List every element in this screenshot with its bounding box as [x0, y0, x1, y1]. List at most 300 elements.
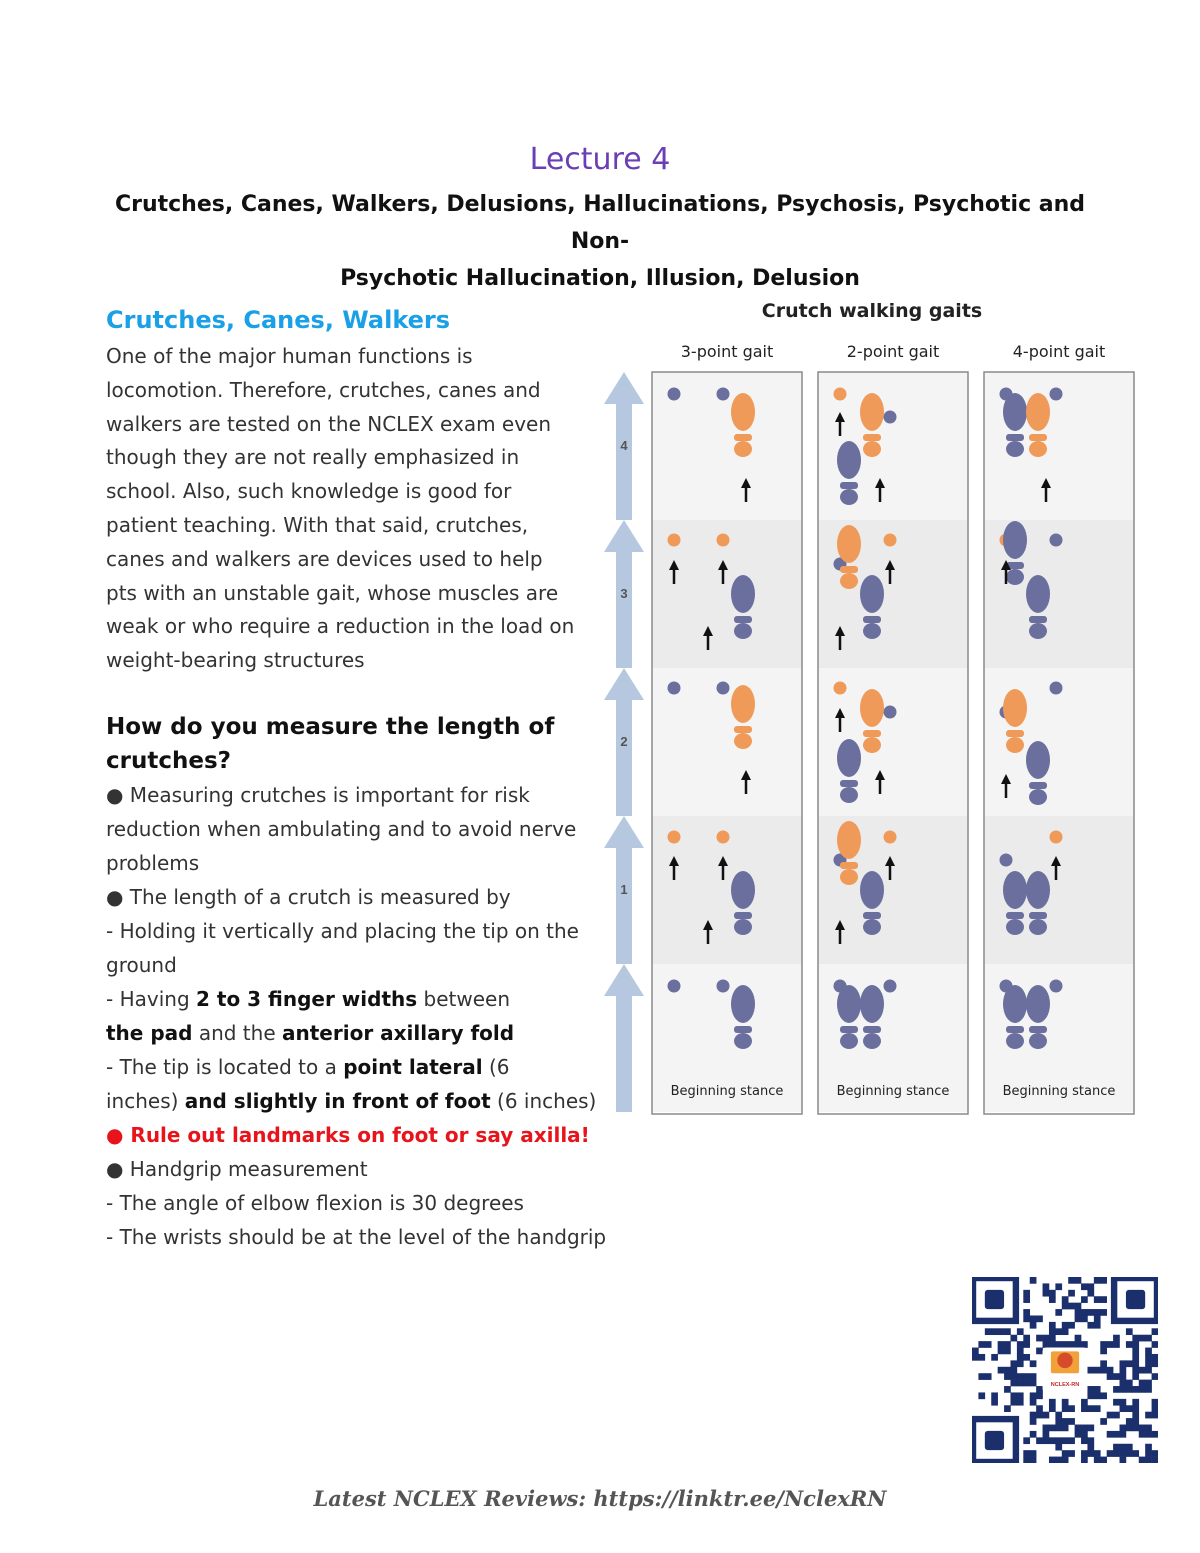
qr-module — [1139, 1425, 1146, 1432]
qr-module — [1055, 1328, 1062, 1335]
qr-module — [1049, 1437, 1056, 1444]
qr-module — [1062, 1418, 1069, 1425]
qr-module — [1139, 1431, 1146, 1438]
qr-module — [1145, 1444, 1152, 1451]
qr-module — [1075, 1431, 1082, 1438]
qr-finder-center — [1126, 1290, 1145, 1309]
qr-module — [1023, 1437, 1030, 1444]
qr-module — [1152, 1354, 1158, 1361]
qr-module — [985, 1341, 992, 1348]
emphasis: and slightly in front of foot — [184, 1088, 491, 1113]
qr-module — [1152, 1412, 1158, 1419]
footprint-sole — [860, 393, 884, 431]
crutch-tip — [668, 682, 681, 695]
qr-module — [1126, 1341, 1133, 1348]
qr-module — [1030, 1360, 1037, 1367]
qr-module — [1120, 1457, 1127, 1463]
crutch-tip — [668, 534, 681, 547]
footprint-heel — [1029, 441, 1047, 457]
footprint-bar — [840, 482, 858, 489]
qr-module — [1068, 1437, 1075, 1444]
qr-module — [1100, 1296, 1107, 1303]
footprint-heel — [840, 869, 858, 885]
qr-module — [1107, 1341, 1114, 1348]
footprint-bar — [1006, 1026, 1024, 1033]
column-header-3-point: 3-point gait — [680, 342, 774, 361]
qr-module — [1094, 1296, 1101, 1303]
qr-module — [1036, 1315, 1043, 1322]
qr-module — [1152, 1328, 1158, 1335]
qr-module — [1004, 1348, 1011, 1355]
qr-module — [1017, 1399, 1024, 1406]
crutch-tip — [884, 534, 897, 547]
topics-line-2: Psychotic Hallucination, Illusion, Delusion — [340, 266, 860, 291]
qr-module — [1055, 1309, 1062, 1316]
qr-module — [991, 1354, 998, 1361]
qr-module — [1055, 1444, 1062, 1451]
dash-holding-vertically: - Holding it vertically and placing the tip on the ground — [106, 918, 579, 977]
qr-module — [1107, 1412, 1114, 1419]
crutch-tip — [834, 682, 847, 695]
footprint-heel — [1006, 737, 1024, 753]
qr-module — [1081, 1437, 1088, 1444]
intro-paragraph: One of the major human functions is locomotion. Therefore, crutches, canes and walkers are tested on the NCLEX exam even though they are not really emphasized in school. Also, such knowledge is good for patient teaching. With that said, crutches, canes and walkers are devices used to help pts with an unstable gait, whose muscles are weak or who require a reduction in the load on weight-bearing structures — [106, 344, 575, 673]
qr-module — [1062, 1405, 1069, 1412]
measure-question: How do you measure the length of crutches? — [106, 713, 555, 774]
qr-module — [1087, 1386, 1094, 1393]
qr-module — [1049, 1328, 1056, 1335]
qr-module — [1120, 1367, 1127, 1374]
qr-module — [1132, 1450, 1139, 1457]
qr-module — [1068, 1277, 1075, 1284]
footprint-heel — [1006, 919, 1024, 935]
step-number: 3 — [620, 586, 628, 601]
emphasis: anterior axillary fold — [282, 1020, 515, 1045]
qr-module — [1081, 1431, 1088, 1438]
qr-module — [1087, 1392, 1094, 1399]
footprint-heel — [1029, 919, 1047, 935]
qr-module — [1126, 1328, 1133, 1335]
crutch-tip — [717, 534, 730, 547]
qr-module — [1132, 1399, 1139, 1406]
footprint-bar — [840, 862, 858, 869]
qr-module — [1100, 1348, 1107, 1355]
qr-module — [1017, 1328, 1024, 1335]
qr-module — [978, 1392, 985, 1399]
crutch-tip — [1050, 682, 1063, 695]
section-heading: Crutches, Canes, Walkers — [106, 306, 451, 334]
footprint-sole — [837, 441, 861, 479]
qr-module — [1132, 1418, 1139, 1425]
qr-module — [1023, 1373, 1030, 1380]
footprint-heel — [840, 787, 858, 803]
qr-module — [1004, 1405, 1011, 1412]
qr-module — [1145, 1360, 1152, 1367]
qr-module — [1068, 1418, 1075, 1425]
qr-module — [1055, 1341, 1062, 1348]
qr-module — [1023, 1290, 1030, 1297]
footprint-sole — [1026, 393, 1050, 431]
qr-module — [1023, 1354, 1030, 1361]
qr-module — [1030, 1431, 1037, 1438]
qr-module — [1030, 1322, 1037, 1329]
qr-module — [991, 1399, 998, 1406]
qr-finder-center — [985, 1290, 1004, 1309]
qr-module — [1120, 1380, 1127, 1387]
qr-module — [1023, 1296, 1030, 1303]
qr-module — [1055, 1283, 1062, 1290]
stance-label-3-point: Beginning stance — [670, 1084, 784, 1099]
qr-module — [1049, 1322, 1056, 1329]
qr-module — [1152, 1360, 1158, 1367]
qr-module — [1100, 1367, 1107, 1374]
qr-module — [1087, 1450, 1094, 1457]
qr-module — [1043, 1412, 1050, 1419]
footprint-sole — [1026, 741, 1050, 779]
dash-wrist-level: - The wrists should be at the level of the handgrip — [106, 1224, 607, 1249]
qr-module — [1087, 1405, 1094, 1412]
footprint-bar — [863, 730, 881, 737]
qr-module — [1100, 1360, 1107, 1367]
qr-module — [1017, 1360, 1024, 1367]
footprint-heel — [734, 623, 752, 639]
qr-module — [1120, 1450, 1127, 1457]
crutch-tip — [717, 682, 730, 695]
footprint-bar — [840, 1026, 858, 1033]
step-number: 4 — [620, 438, 628, 453]
footprint-bar — [1029, 616, 1047, 623]
footprint-bar — [863, 912, 881, 919]
qr-module — [1145, 1354, 1152, 1361]
qr-module — [1075, 1425, 1082, 1432]
text: (6 — [482, 1054, 510, 1079]
qr-module — [1055, 1457, 1062, 1463]
crutch-tip — [884, 706, 897, 719]
qr-module — [1107, 1373, 1114, 1380]
qr-module — [1068, 1341, 1075, 1348]
qr-module — [1023, 1335, 1030, 1342]
qr-module — [1152, 1457, 1158, 1463]
text: - The tip is located to a — [106, 1054, 344, 1079]
qr-module — [1139, 1335, 1146, 1342]
footprint-heel — [734, 1033, 752, 1049]
qr-module — [1087, 1425, 1094, 1432]
qr-module — [1087, 1322, 1094, 1329]
qr-module — [1049, 1341, 1056, 1348]
bullet-handgrip: ● Handgrip measurement — [106, 1156, 368, 1181]
footprint-bar — [734, 616, 752, 623]
qr-module — [1087, 1283, 1094, 1290]
qr-module — [998, 1341, 1005, 1348]
footprint-bar — [840, 780, 858, 787]
crutch-tip — [1000, 854, 1013, 867]
footprint-sole — [837, 525, 861, 563]
text: - Having — [106, 986, 196, 1011]
footprint-sole — [1003, 521, 1027, 559]
qr-module — [1120, 1431, 1127, 1438]
qr-module — [1017, 1341, 1024, 1348]
footprint-sole — [837, 985, 861, 1023]
qr-module — [1113, 1335, 1120, 1342]
qr-module — [1017, 1392, 1024, 1399]
footprint-heel — [1029, 1033, 1047, 1049]
qr-module — [1152, 1373, 1158, 1380]
qr-module — [1010, 1360, 1017, 1367]
qr-module — [1049, 1425, 1056, 1432]
qr-module — [1049, 1405, 1056, 1412]
qr-module — [1062, 1399, 1069, 1406]
qr-module — [1081, 1405, 1088, 1412]
qr-module — [1081, 1283, 1088, 1290]
crutch-tip — [717, 980, 730, 993]
qr-module — [1023, 1457, 1030, 1463]
qr-module — [1113, 1373, 1120, 1380]
footprint-bar — [734, 1026, 752, 1033]
qr-module — [1113, 1431, 1120, 1438]
footprint-heel — [863, 623, 881, 639]
crutch-gait-figure — [596, 296, 1140, 1118]
qr-module — [1030, 1450, 1037, 1457]
qr-module — [1023, 1315, 1030, 1322]
qr-module — [1062, 1296, 1069, 1303]
qr-module — [1132, 1425, 1139, 1432]
footprint-heel — [840, 1033, 858, 1049]
qr-module — [1094, 1386, 1101, 1393]
qr-module — [1030, 1399, 1037, 1406]
qr-module — [1043, 1341, 1050, 1348]
crutch-tip — [1050, 388, 1063, 401]
qr-module — [1152, 1431, 1158, 1438]
emphasis: 2 to 3 finger widths — [196, 986, 418, 1011]
qr-module — [1132, 1360, 1139, 1367]
bullet-length-measured: ● The length of a crutch is measured by — [106, 884, 511, 909]
qr-module — [1043, 1335, 1050, 1342]
progress-arrow — [604, 964, 644, 1112]
step-number: 1 — [620, 882, 628, 897]
footprint-sole — [1026, 871, 1050, 909]
crutch-tip — [884, 831, 897, 844]
qr-module — [1081, 1425, 1088, 1432]
qr-module — [1036, 1437, 1043, 1444]
footprint-sole — [860, 575, 884, 613]
qr-module — [1094, 1405, 1101, 1412]
footprint-bar — [1006, 912, 1024, 919]
warning-rule-out: ● Rule out landmarks on foot or say axilla! — [106, 1122, 590, 1147]
qr-module — [1100, 1392, 1107, 1399]
qr-module — [1126, 1380, 1133, 1387]
qr-module — [1068, 1290, 1075, 1297]
qr-module — [1030, 1392, 1037, 1399]
footprint-heel — [1006, 1033, 1024, 1049]
footprint-heel — [863, 737, 881, 753]
qr-module — [1036, 1335, 1043, 1342]
topics-line-1: Crutches, Canes, Walkers, Delusions, Hallucinations, Psychosis, Psychotic and Non- — [114, 192, 1086, 254]
qr-module — [1132, 1367, 1139, 1374]
footprint-sole — [731, 575, 755, 613]
qr-module — [1145, 1412, 1152, 1419]
qr-module — [1113, 1444, 1120, 1451]
qr-module — [1030, 1373, 1037, 1380]
qr-module — [1152, 1341, 1158, 1348]
qr-module — [1055, 1412, 1062, 1419]
emphasis: the pad — [106, 1020, 193, 1045]
footprint-bar — [734, 726, 752, 733]
lecture-topics — [100, 186, 1100, 297]
footprint-sole — [837, 739, 861, 777]
qr-module — [1010, 1399, 1017, 1406]
gait-diagram — [596, 296, 1140, 1118]
qr-module — [1010, 1392, 1017, 1399]
footprint-bar — [840, 566, 858, 573]
crutch-tip — [884, 411, 897, 424]
qr-module — [1081, 1309, 1088, 1316]
qr-module — [1075, 1277, 1082, 1284]
qr-module — [1132, 1386, 1139, 1393]
stance-label-4-point: Beginning stance — [1002, 1084, 1116, 1099]
qr-module — [1081, 1341, 1088, 1348]
qr-module — [1132, 1341, 1139, 1348]
qr-module — [991, 1328, 998, 1335]
qr-module — [1030, 1418, 1037, 1425]
qr-finder-center — [985, 1431, 1004, 1450]
footprint-heel — [734, 441, 752, 457]
qr-module — [1030, 1412, 1037, 1419]
footer-link-text: Latest NCLEX Reviews: https://linktr.ee/NclexRN — [313, 1486, 887, 1511]
qr-module — [1049, 1399, 1056, 1406]
qr-module — [1030, 1380, 1037, 1387]
qr-module — [1113, 1450, 1120, 1457]
qr-module — [1113, 1412, 1120, 1419]
qr-module — [1017, 1380, 1024, 1387]
footprint-sole — [731, 393, 755, 431]
qr-module — [1107, 1431, 1114, 1438]
qr-module — [1023, 1380, 1030, 1387]
qr-module — [1152, 1405, 1158, 1412]
qr-module — [1081, 1399, 1088, 1406]
qr-module — [1004, 1386, 1011, 1393]
qr-module — [1145, 1450, 1152, 1457]
qr-module — [1075, 1315, 1082, 1322]
footprint-bar — [1029, 912, 1047, 919]
footprint-sole — [860, 689, 884, 727]
qr-module — [1087, 1367, 1094, 1374]
footprint-heel — [734, 733, 752, 749]
qr-module — [1145, 1431, 1152, 1438]
crutch-tip — [1050, 831, 1063, 844]
qr-module — [1062, 1303, 1069, 1310]
qr-module — [1087, 1290, 1094, 1297]
qr-module — [1094, 1450, 1101, 1457]
qr-module — [1145, 1425, 1152, 1432]
qr-module — [1049, 1457, 1056, 1463]
footprint-bar — [734, 434, 752, 441]
qr-module — [1030, 1315, 1037, 1322]
qr-module — [1100, 1418, 1107, 1425]
footprint-bar — [1029, 1026, 1047, 1033]
lecture-number: Lecture 4 — [529, 142, 671, 177]
qr-module — [978, 1354, 985, 1361]
footprint-sole — [1026, 985, 1050, 1023]
crutch-tip — [884, 980, 897, 993]
qr-module — [1004, 1367, 1011, 1374]
qr-module — [1004, 1373, 1011, 1380]
qr-module — [1087, 1309, 1094, 1316]
qr-module — [1120, 1444, 1127, 1451]
qr-module — [1139, 1367, 1146, 1374]
qr-module — [1081, 1457, 1088, 1463]
qr-module — [1100, 1277, 1107, 1284]
qr-module — [1094, 1457, 1101, 1463]
dash-elbow-flexion: - The angle of elbow flexion is 30 degrees — [106, 1190, 524, 1215]
footprint-heel — [734, 919, 752, 935]
crutch-tip — [1050, 980, 1063, 993]
qr-module — [1132, 1373, 1139, 1380]
qr-module — [998, 1328, 1005, 1335]
footprint-bar — [1029, 782, 1047, 789]
qr-module — [1062, 1437, 1069, 1444]
qr-module — [1094, 1392, 1101, 1399]
qr-module — [1036, 1392, 1043, 1399]
footprint-sole — [1026, 575, 1050, 613]
footprint-heel — [863, 1033, 881, 1049]
qr-module — [1145, 1380, 1152, 1387]
qr-module — [1055, 1418, 1062, 1425]
qr-module — [1113, 1341, 1120, 1348]
footprint-heel — [840, 573, 858, 589]
qr-module — [1055, 1425, 1062, 1432]
qr-module — [1139, 1380, 1146, 1387]
step-number: 2 — [620, 734, 628, 749]
qr-module — [1062, 1425, 1069, 1432]
qr-module — [1152, 1450, 1158, 1457]
crutch-tip — [668, 980, 681, 993]
qr-module — [1023, 1309, 1030, 1316]
text: between — [417, 986, 510, 1011]
qr-module — [1043, 1425, 1050, 1432]
emphasis: point lateral — [343, 1054, 483, 1079]
footprint-bar — [1006, 434, 1024, 441]
text: (6 inches) — [490, 1088, 597, 1113]
qr-module — [1062, 1450, 1069, 1457]
qr-module — [972, 1354, 979, 1361]
footprint-sole — [860, 985, 884, 1023]
stance-label-2-point: Beginning stance — [836, 1084, 950, 1099]
bullet-measuring-importance: ● Measuring crutches is important for risk reduction when ambulating and to avoid nerve problems — [106, 782, 577, 875]
qr-module — [1132, 1348, 1139, 1355]
footprint-sole — [860, 871, 884, 909]
qr-module — [1113, 1386, 1120, 1393]
footprint-heel — [1006, 441, 1024, 457]
qr-module — [1017, 1373, 1024, 1380]
qr-module — [1010, 1373, 1017, 1380]
qr-module — [1081, 1450, 1088, 1457]
qr-module — [1068, 1322, 1075, 1329]
qr-module — [1145, 1457, 1152, 1463]
qr-module — [991, 1392, 998, 1399]
qr-module — [1132, 1354, 1139, 1361]
qr-module — [1126, 1450, 1133, 1457]
qr-module — [1023, 1341, 1030, 1348]
crutch-tip — [1050, 534, 1063, 547]
footprint-heel — [840, 489, 858, 505]
qr-module — [1132, 1412, 1139, 1419]
column-header-4-point: 4-point gait — [1012, 342, 1106, 361]
qr-module — [1081, 1315, 1088, 1322]
qr-module — [1043, 1431, 1050, 1438]
qr-module — [1094, 1322, 1101, 1329]
qr-module — [1017, 1348, 1024, 1355]
qr-module — [985, 1328, 992, 1335]
